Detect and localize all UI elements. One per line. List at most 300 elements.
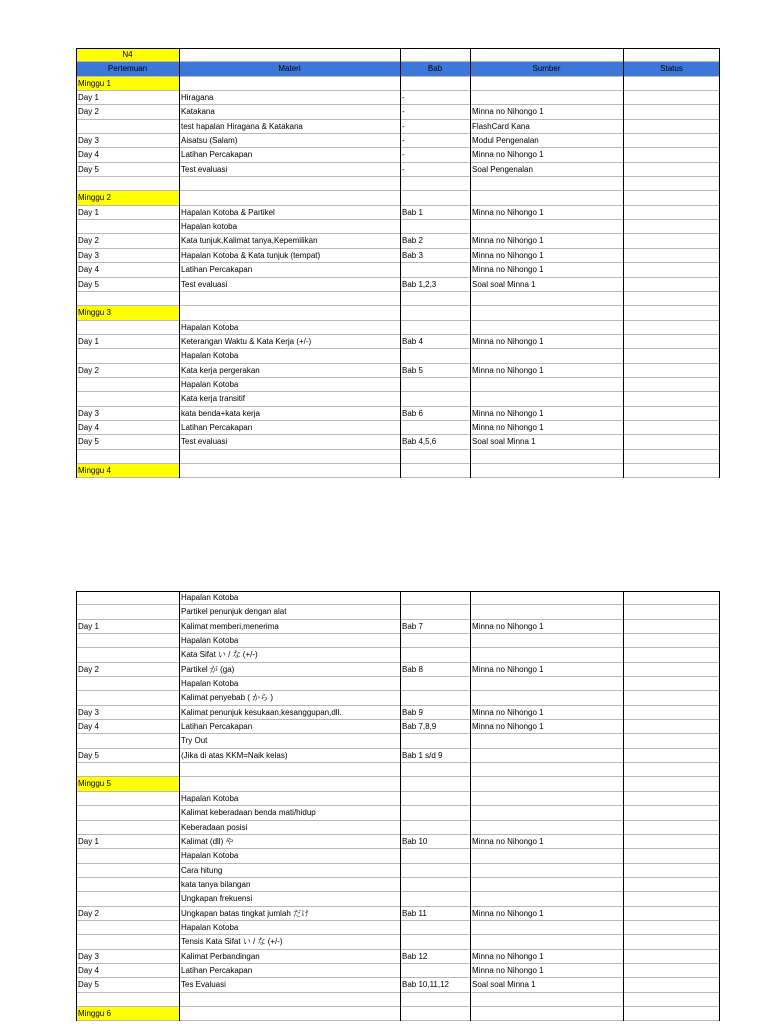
pertemuan-cell [76, 691, 179, 704]
bab-cell: Bab 11 [402, 908, 427, 918]
sumber-cell: Minna no Nihongo 1 [472, 250, 544, 260]
sumber-cell: Minna no Nihongo 1 [472, 965, 544, 975]
materi-cell: Tes Evaluasi [181, 980, 226, 990]
materi-cell: Kalimat Perbandingan [181, 951, 260, 961]
bab-cell [400, 878, 470, 891]
bab-cell: Bab 2 [402, 236, 423, 246]
sumber-cell: Soal soal Minna 1 [472, 437, 536, 447]
sumber-cell [470, 677, 623, 690]
materi-cell [179, 306, 400, 319]
sumber-cell [470, 450, 623, 463]
sumber-cell [470, 864, 623, 877]
bab-cell [400, 321, 470, 334]
pertemuan-cell: Day 2 [78, 107, 99, 117]
grid-line [76, 48, 720, 49]
materi-cell: Hapalan Kotoba [181, 793, 239, 803]
materi-cell: Kalimat penunjuk kesukaan,kesanggupan,dll. [181, 707, 342, 717]
sumber-cell [470, 349, 623, 362]
pertemuan-cell [76, 591, 179, 604]
status-cell [623, 249, 720, 262]
materi-cell [179, 292, 400, 305]
sumber-cell [470, 77, 623, 90]
materi-cell: Test evaluasi [181, 279, 228, 289]
bab-cell [400, 220, 470, 233]
materi-cell [179, 993, 400, 1006]
status-cell [623, 77, 720, 90]
materi-cell: Hiragana [181, 93, 214, 103]
materi-cell: Keberadaan posisi [181, 822, 248, 832]
status-cell [623, 220, 720, 233]
bab-cell [400, 306, 470, 319]
sumber-cell: Minna no Nihongo 1 [472, 408, 544, 418]
pertemuan-cell [76, 648, 179, 661]
status-cell [623, 964, 720, 977]
sumber-cell [470, 749, 623, 762]
sumber-cell: Minna no Nihongo 1 [472, 336, 544, 346]
bab-cell [400, 777, 470, 790]
pertemuan-cell [76, 349, 179, 362]
materi-cell: Hapalan Kotoba [181, 322, 239, 332]
sumber-cell [470, 392, 623, 405]
grid-line [623, 48, 624, 478]
bab-cell: Bab 1 s/d 9 [402, 750, 443, 760]
pertemuan-cell [76, 378, 179, 391]
pertemuan-cell [76, 292, 179, 305]
pertemuan-cell: Day 2 [78, 365, 99, 375]
status-cell [623, 634, 720, 647]
pertemuan-cell: Minggu 5 [76, 777, 179, 790]
status-cell [623, 148, 720, 161]
status-cell [623, 878, 720, 891]
bab-cell [400, 1007, 470, 1020]
materi-cell: Hapalan kotoba [181, 222, 238, 232]
materi-cell: Partikel penunjuk dengan alat [181, 607, 287, 617]
pertemuan-cell: Day 5 [78, 279, 99, 289]
bab-cell [400, 921, 470, 934]
status-cell [623, 234, 720, 247]
status-cell [623, 191, 720, 204]
status-cell [623, 849, 720, 862]
pertemuan-cell [76, 605, 179, 618]
status-cell [623, 677, 720, 690]
pertemuan-cell [76, 450, 179, 463]
materi-cell: Latihan Percakapan [181, 150, 253, 160]
sumber-cell: Minna no Nihongo 1 [472, 236, 544, 246]
status-cell [623, 163, 720, 176]
sumber-cell: Minna no Nihongo 1 [472, 150, 544, 160]
header-bab: Bab [400, 62, 470, 75]
pertemuan-cell: Day 3 [78, 136, 99, 146]
sumber-cell [470, 634, 623, 647]
pertemuan-cell: Day 1 [78, 93, 99, 103]
materi-cell: Kata tunjuk,Kalimat tanya,Kepemilikan [181, 236, 318, 246]
status-cell [623, 950, 720, 963]
materi-cell: test hapalan Hiragana & Katakana [181, 121, 303, 131]
bab-cell: - [402, 136, 405, 146]
bab-cell: Bab 1 [402, 207, 423, 217]
status-cell [623, 907, 720, 920]
pertemuan-cell [76, 892, 179, 905]
sumber-cell: Minna no Nihongo 1 [472, 621, 544, 631]
sumber-cell: Minna no Nihongo 1 [472, 836, 544, 846]
header-pertemuan: Pertemuan [76, 62, 179, 75]
status-cell [623, 91, 720, 104]
materi-cell [179, 763, 400, 776]
bab-cell [400, 892, 470, 905]
status-cell [623, 335, 720, 348]
sumber-cell [470, 177, 623, 190]
sumber-cell [470, 321, 623, 334]
pertemuan-cell [76, 220, 179, 233]
pertemuan-cell: Day 4 [78, 150, 99, 160]
status-cell [623, 263, 720, 276]
sumber-cell [470, 605, 623, 618]
grid-line [719, 48, 720, 478]
pertemuan-cell: Day 4 [78, 265, 99, 275]
grid-line [400, 591, 401, 1021]
pertemuan-cell: Minggu 1 [76, 77, 179, 90]
status-cell [623, 292, 720, 305]
sumber-cell [470, 792, 623, 805]
bab-cell [400, 605, 470, 618]
pertemuan-cell: Day 3 [78, 250, 99, 260]
bab-cell [400, 792, 470, 805]
status-cell [623, 691, 720, 704]
status-cell [623, 734, 720, 747]
bab-cell [400, 392, 470, 405]
bab-cell [400, 177, 470, 190]
materi-cell: Kalimat memberi,menerima [181, 621, 279, 631]
materi-cell: Hapalan Kotoba [181, 351, 239, 361]
bab-cell: - [402, 107, 405, 117]
bab-cell: Bab 6 [402, 408, 423, 418]
materi-cell: Hapalan Kotoba [181, 851, 239, 861]
pertemuan-cell [76, 634, 179, 647]
pertemuan-cell: Day 3 [78, 951, 99, 961]
bab-cell [400, 677, 470, 690]
bab-cell [400, 450, 470, 463]
grid-line [623, 591, 624, 1021]
sumber-cell [470, 849, 623, 862]
pertemuan-cell [76, 763, 179, 776]
bab-cell [400, 591, 470, 604]
sumber-cell [470, 378, 623, 391]
materi-cell: Kata kerja transitif [181, 394, 246, 404]
bab-cell: Bab 10 [402, 836, 428, 846]
pertemuan-cell [76, 806, 179, 819]
pertemuan-cell [76, 392, 179, 405]
status-cell [623, 777, 720, 790]
sumber-cell [470, 591, 623, 604]
sumber-cell: Minna no Nihongo 1 [472, 107, 544, 117]
sumber-cell [470, 763, 623, 776]
status-cell [623, 749, 720, 762]
status-cell [623, 364, 720, 377]
pertemuan-cell: Day 5 [78, 750, 99, 760]
pertemuan-cell: Day 1 [78, 207, 99, 217]
pertemuan-cell: Day 1 [78, 621, 99, 631]
status-cell [623, 921, 720, 934]
materi-cell [179, 464, 400, 477]
grid-line [719, 591, 720, 1021]
sumber-cell [470, 306, 623, 319]
materi-cell: Kalimat keberadaan benda mati/hidup [181, 808, 316, 818]
grid-line [76, 48, 77, 478]
materi-cell: Test evaluasi [181, 437, 228, 447]
sumber-cell [470, 878, 623, 891]
pertemuan-cell [76, 120, 179, 133]
status-cell [623, 978, 720, 991]
bab-cell [400, 464, 470, 477]
bab-cell [400, 964, 470, 977]
status-cell [623, 105, 720, 118]
materi-cell [179, 77, 400, 90]
bab-cell [400, 993, 470, 1006]
sumber-cell [470, 821, 623, 834]
sumber-cell: Minna no Nihongo 1 [472, 365, 544, 375]
status-cell [623, 464, 720, 477]
sumber-cell [470, 648, 623, 661]
pertemuan-cell [76, 321, 179, 334]
pertemuan-cell: Day 3 [78, 408, 99, 418]
pertemuan-cell [76, 878, 179, 891]
materi-cell: Tensis Kata Sifat い / な (+/-) [181, 937, 283, 947]
sumber-cell [470, 91, 623, 104]
pertemuan-cell: Day 1 [78, 336, 99, 346]
status-cell [623, 392, 720, 405]
sumber-cell [470, 691, 623, 704]
materi-cell: (Jika di atas KKM=Naik kelas) [181, 750, 288, 760]
materi-cell: Kalimat penyebab ( から ) [181, 693, 274, 703]
status-cell [623, 892, 720, 905]
status-cell [623, 134, 720, 147]
bab-cell: Bab 12 [402, 951, 428, 961]
header-sumber: Sumber [470, 62, 623, 75]
bab-cell [400, 191, 470, 204]
bab-cell: - [402, 93, 405, 103]
pertemuan-cell [76, 792, 179, 805]
sumber-cell [470, 806, 623, 819]
grid-line [179, 48, 180, 478]
materi-cell: Latihan Percakapan [181, 965, 253, 975]
status-cell [623, 806, 720, 819]
pertemuan-cell: Minggu 2 [76, 191, 179, 204]
bab-cell: - [402, 121, 405, 131]
grid-line [76, 591, 720, 592]
status-cell [623, 1007, 720, 1020]
bab-cell [400, 763, 470, 776]
sumber-cell: Soal Pengenalan [472, 164, 533, 174]
bab-cell [400, 849, 470, 862]
bab-cell: Bab 10,11,12 [402, 980, 450, 990]
header-materi: Materi [179, 62, 400, 75]
materi-cell: Hapalan Kotoba [181, 593, 239, 602]
bab-cell [400, 806, 470, 819]
schedule-table-page-2 [76, 591, 720, 1021]
materi-cell: Aisatsu (Salam) [181, 136, 238, 146]
sumber-cell: Soal soal Minna 1 [472, 279, 536, 289]
status-cell [623, 278, 720, 291]
sumber-cell [470, 1007, 623, 1020]
grid-line [470, 591, 471, 1021]
bab-cell: Bab 4 [402, 336, 423, 346]
status-cell [623, 378, 720, 391]
sumber-cell [470, 191, 623, 204]
sumber-cell: Minna no Nihongo 1 [472, 422, 544, 432]
pertemuan-cell [76, 864, 179, 877]
materi-cell [179, 191, 400, 204]
materi-cell: Hapalan Kotoba [181, 922, 239, 932]
materi-cell: Keterangan Waktu & Kata Kerja (+/-) [181, 336, 312, 346]
bab-cell: Bab 5 [402, 365, 423, 375]
status-cell [623, 407, 720, 420]
pertemuan-cell: Day 5 [78, 437, 99, 447]
status-cell [623, 591, 720, 604]
pertemuan-cell: Day 3 [78, 707, 99, 717]
status-cell [623, 120, 720, 133]
status-cell [623, 620, 720, 633]
status-cell [623, 864, 720, 877]
level-label: N4 [76, 48, 179, 61]
pertemuan-cell: Day 1 [78, 836, 99, 846]
materi-cell: Partikel が (ga) [181, 664, 235, 674]
bab-cell [400, 421, 470, 434]
materi-cell [179, 777, 400, 790]
status-cell [623, 663, 720, 676]
sumber-cell: Minna no Nihongo 1 [472, 265, 544, 275]
status-cell [623, 177, 720, 190]
pertemuan-cell [76, 921, 179, 934]
pertemuan-cell: Minggu 3 [76, 306, 179, 319]
sumber-cell [470, 292, 623, 305]
sumber-cell: Minna no Nihongo 1 [472, 722, 544, 732]
sumber-cell [470, 993, 623, 1006]
status-cell [623, 835, 720, 848]
materi-cell: Latihan Percakapan [181, 422, 253, 432]
status-cell [623, 706, 720, 719]
bab-cell [400, 349, 470, 362]
status-cell [623, 349, 720, 362]
materi-cell: kata tanya bilangan [181, 879, 251, 889]
status-cell [623, 935, 720, 948]
bab-cell [400, 378, 470, 391]
bab-cell [400, 634, 470, 647]
pertemuan-cell [76, 821, 179, 834]
materi-cell: Latihan Percakapan [181, 722, 253, 732]
materi-cell: Hapalan Kotoba [181, 379, 239, 389]
pertemuan-cell: Day 5 [78, 980, 99, 990]
bab-cell: Bab 7 [402, 621, 423, 631]
grid-line [400, 48, 401, 478]
status-cell [623, 605, 720, 618]
pertemuan-cell: Day 5 [78, 164, 99, 174]
grid-line [76, 591, 77, 1021]
status-cell [623, 206, 720, 219]
status-cell [623, 821, 720, 834]
pertemuan-cell: Day 2 [78, 664, 99, 674]
sumber-cell [470, 734, 623, 747]
materi-cell: Cara hitung [181, 865, 223, 875]
sumber-cell: FlashCard Kana [472, 121, 530, 131]
materi-cell: Try Out [181, 736, 208, 746]
materi-cell: kata benda+kata kerja [181, 408, 260, 418]
status-cell [623, 993, 720, 1006]
sumber-cell: Minna no Nihongo 1 [472, 664, 544, 674]
bab-cell: - [402, 150, 405, 160]
pertemuan-cell: Minggu 6 [76, 1007, 179, 1020]
materi-cell: Hapalan Kotoba & Kata tunjuk (tempat) [181, 250, 321, 260]
materi-cell: Hapalan Kotoba [181, 636, 239, 646]
pertemuan-cell [76, 849, 179, 862]
pertemuan-cell [76, 177, 179, 190]
pertemuan-cell: Day 4 [78, 965, 99, 975]
status-cell [623, 720, 720, 733]
bab-cell: Bab 7,8,9 [402, 722, 437, 732]
bab-cell [400, 864, 470, 877]
pertemuan-cell: Day 2 [78, 908, 99, 918]
materi-cell: Hapalan Kotoba [181, 679, 239, 689]
status-cell [623, 792, 720, 805]
materi-cell: Katakana [181, 107, 215, 117]
materi-cell: Kalimat (dll) や [181, 836, 234, 846]
pertemuan-cell [76, 677, 179, 690]
sumber-cell: Minna no Nihongo 1 [472, 207, 544, 217]
sumber-cell: Minna no Nihongo 1 [472, 951, 544, 961]
pertemuan-cell [76, 734, 179, 747]
status-cell [623, 321, 720, 334]
pertemuan-cell [76, 993, 179, 1006]
sumber-cell [470, 892, 623, 905]
sumber-cell [470, 935, 623, 948]
bab-cell [400, 935, 470, 948]
status-cell [623, 306, 720, 319]
bab-cell [400, 77, 470, 90]
sumber-cell [470, 777, 623, 790]
bab-cell: Bab 3 [402, 250, 423, 260]
bab-cell [400, 691, 470, 704]
sumber-cell: Soal soal Minna 1 [472, 980, 536, 990]
bab-cell: Bab 9 [402, 707, 423, 717]
status-cell [623, 435, 720, 448]
bab-cell [400, 263, 470, 276]
materi-cell: Hapalan Kotoba & Partikel [181, 207, 275, 217]
sumber-cell [470, 464, 623, 477]
materi-cell [179, 1007, 400, 1020]
materi-cell: Ungkapan batas tingkat jumlah だけ [181, 908, 310, 918]
status-cell [623, 450, 720, 463]
sumber-cell [470, 220, 623, 233]
materi-cell: Kata kerja pergerakan [181, 365, 260, 375]
materi-cell: Kata Sifat い / な (+/-) [181, 650, 258, 660]
bab-cell [400, 292, 470, 305]
schedule-table-page-1 [76, 48, 720, 478]
materi-cell: Test evaluasi [181, 164, 228, 174]
bab-cell [400, 648, 470, 661]
sumber-cell: Minna no Nihongo 1 [472, 908, 544, 918]
materi-cell [179, 450, 400, 463]
header-status: Status [623, 62, 720, 75]
sumber-cell [470, 921, 623, 934]
sumber-cell: Modul Pengenalan [472, 136, 539, 146]
pertemuan-cell: Day 4 [78, 422, 99, 432]
status-cell [623, 421, 720, 434]
materi-cell [179, 177, 400, 190]
bab-cell [400, 821, 470, 834]
pertemuan-cell [76, 935, 179, 948]
bab-cell: Bab 4,5,6 [402, 437, 437, 447]
materi-cell: Latihan Percakapan [181, 265, 253, 275]
pertemuan-cell: Day 4 [78, 722, 99, 732]
